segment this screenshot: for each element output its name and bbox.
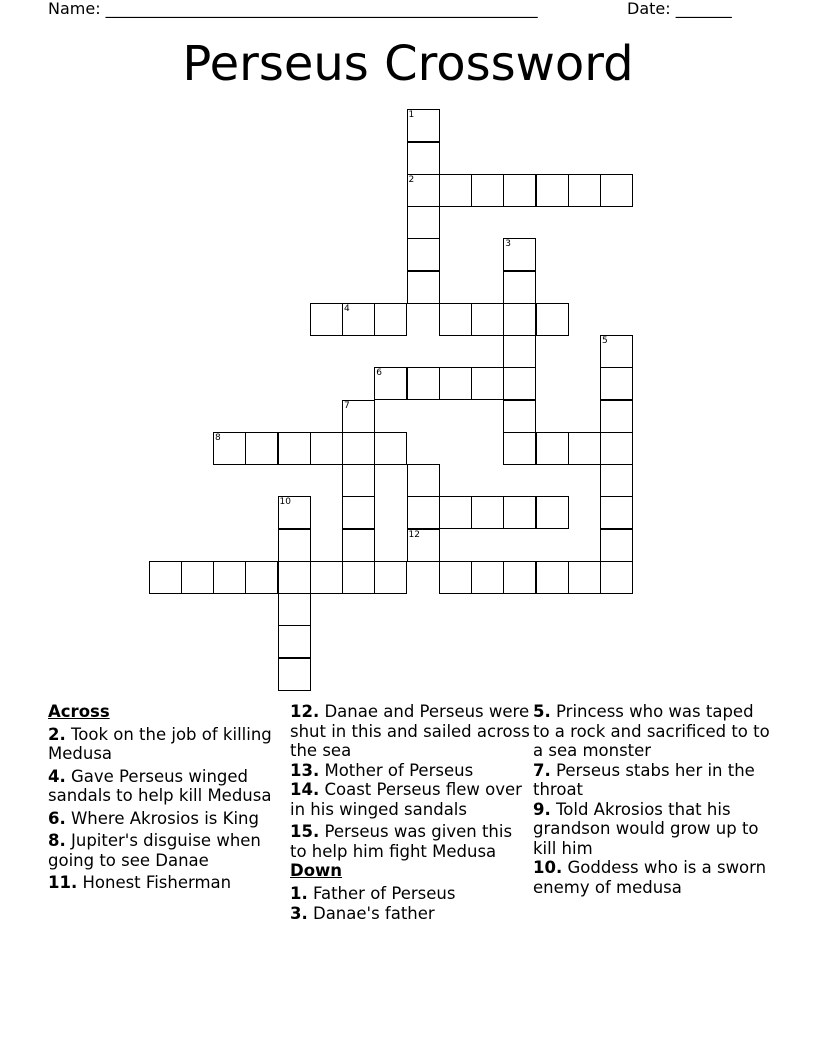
grid-cell[interactable] xyxy=(471,174,504,207)
grid-cell[interactable] xyxy=(600,496,633,529)
grid-cell[interactable] xyxy=(503,174,536,207)
grid-cell[interactable] xyxy=(439,174,472,207)
grid-cell[interactable] xyxy=(536,561,569,594)
clue-across-4: 4. Gave Perseus winged sandals to help kill Medusa xyxy=(48,766,272,805)
grid-cell[interactable] xyxy=(310,303,343,336)
grid-cell[interactable] xyxy=(278,432,311,465)
grid-cell[interactable] xyxy=(439,561,472,594)
grid-cell[interactable] xyxy=(439,367,472,400)
grid-cell[interactable] xyxy=(568,432,601,465)
grid-cell[interactable] xyxy=(600,335,633,368)
clue-across-8: 8. Jupiter's disguise when going to see Danae xyxy=(48,831,261,870)
grid-cell[interactable] xyxy=(342,464,375,497)
clue-across-15: 15. Perseus was given this to help him fight Medusa xyxy=(290,822,513,861)
grid-cell[interactable] xyxy=(536,174,569,207)
clue-column-3 xyxy=(533,702,773,900)
grid-cell[interactable] xyxy=(471,496,504,529)
grid-cell[interactable] xyxy=(536,496,569,529)
grid-cell[interactable] xyxy=(245,561,278,594)
grid-cell[interactable] xyxy=(503,561,536,594)
grid-cell[interactable] xyxy=(149,561,182,594)
grid-cell[interactable] xyxy=(342,529,375,562)
clue-number: 12 xyxy=(408,529,420,540)
grid-cell[interactable] xyxy=(439,303,472,336)
grid-cell[interactable] xyxy=(310,432,343,465)
clue-number: 1 xyxy=(408,110,415,121)
grid-cell[interactable] xyxy=(503,271,536,304)
grid-cell[interactable] xyxy=(568,174,601,207)
grid-cell[interactable] xyxy=(407,529,440,562)
grid-cell[interactable] xyxy=(600,529,633,562)
grid-cell[interactable] xyxy=(439,496,472,529)
across-header: Across xyxy=(48,702,110,721)
grid-cell[interactable] xyxy=(407,271,440,304)
clue-across-13: 13. Mother of Perseus xyxy=(290,760,474,780)
grid-cell[interactable] xyxy=(407,142,440,175)
clue-number: 4 xyxy=(344,303,350,314)
clue-number: 5 xyxy=(602,336,608,346)
grid-cell[interactable] xyxy=(600,432,633,465)
grid-cell[interactable] xyxy=(503,432,536,465)
grid-cell[interactable] xyxy=(471,561,504,594)
grid-cell[interactable] xyxy=(600,174,633,207)
clue-number: 3 xyxy=(505,239,511,250)
grid-cell[interactable] xyxy=(342,400,375,433)
grid-cell[interactable] xyxy=(278,496,311,529)
clue-across-14: 14. Coast Perseus flew over in his winged sandals xyxy=(290,780,522,819)
grid-cell[interactable] xyxy=(278,593,311,626)
clue-column-2 xyxy=(290,702,530,927)
grid-cell[interactable] xyxy=(600,400,633,433)
clue-down-10: 10. Goddess who is a sworn enemy of medusa xyxy=(533,858,767,897)
grid-cell[interactable] xyxy=(503,238,536,271)
grid-cell[interactable] xyxy=(407,109,440,142)
grid-cell[interactable] xyxy=(278,529,311,562)
grid-cell[interactable] xyxy=(181,561,214,594)
page-title: Perseus Crossword xyxy=(182,36,634,92)
grid-cell[interactable] xyxy=(342,432,375,465)
clue-number: 6 xyxy=(376,368,382,379)
grid-cell[interactable] xyxy=(471,303,504,336)
grid-cell[interactable] xyxy=(278,625,311,658)
grid-cell[interactable] xyxy=(407,238,440,271)
date-field-label: Date: _______ xyxy=(627,0,732,18)
clue-down-1: 1. Father of Perseus xyxy=(290,883,456,903)
clue-down-7: 7. Perseus stabs her in the throat xyxy=(533,760,755,799)
grid-cell[interactable] xyxy=(407,464,440,497)
down-header: Down xyxy=(290,861,343,880)
grid-cell[interactable] xyxy=(310,561,343,594)
grid-cell[interactable] xyxy=(342,496,375,529)
grid-cell[interactable] xyxy=(536,303,569,336)
grid-cell[interactable] xyxy=(407,496,440,529)
grid-cell[interactable] xyxy=(342,303,375,336)
grid-cell[interactable] xyxy=(503,335,536,368)
grid-cell[interactable] xyxy=(213,561,246,594)
clue-across-12: 12. Danae and Perseus were shut in this and sailed across the sea xyxy=(290,702,530,760)
grid-cell[interactable] xyxy=(600,464,633,497)
name-field-label: Name: ______________________________________________________ xyxy=(48,0,538,18)
grid-cell[interactable] xyxy=(374,367,407,400)
grid-cell[interactable] xyxy=(342,561,375,594)
grid-cell[interactable] xyxy=(278,658,311,691)
clue-column-1 xyxy=(48,702,284,896)
grid-cell[interactable] xyxy=(600,367,633,400)
grid-cell[interactable] xyxy=(374,303,407,336)
grid-cell[interactable] xyxy=(503,496,536,529)
grid-cell[interactable] xyxy=(278,561,311,594)
grid-cell[interactable] xyxy=(245,432,278,465)
grid-cell[interactable] xyxy=(407,206,440,239)
clue-across-2: 2. Took on the job of killing Medusa xyxy=(48,724,272,763)
clue-down-5: 5. Princess who was taped to a rock and sacrificed to to a sea monster xyxy=(533,702,770,760)
grid-cell[interactable] xyxy=(471,367,504,400)
clue-down-3: 3. Danae's father xyxy=(290,904,435,923)
grid-cell[interactable] xyxy=(374,561,407,594)
grid-cell[interactable] xyxy=(503,400,536,433)
clue-number: 10 xyxy=(279,497,291,508)
clue-across-11: 11. Honest Fisherman xyxy=(48,873,232,892)
clue-number: 8 xyxy=(215,432,221,443)
clue-number: 2 xyxy=(408,174,415,185)
clue-across-6: 6. Where Akrosios is King xyxy=(48,808,259,828)
grid-cell[interactable] xyxy=(407,367,440,400)
grid-cell[interactable] xyxy=(536,432,569,465)
clue-number: 7 xyxy=(344,400,350,411)
grid-cell[interactable] xyxy=(213,432,246,465)
grid-cell[interactable] xyxy=(407,174,440,207)
grid-cell[interactable] xyxy=(503,367,536,400)
clue-down-9: 9. Told Akrosios that his grandson would grow up to kill him xyxy=(533,799,759,858)
grid-cell[interactable] xyxy=(568,561,601,594)
grid-cell[interactable] xyxy=(374,432,407,465)
grid-cell[interactable] xyxy=(503,303,536,336)
grid-cell[interactable] xyxy=(600,561,633,594)
